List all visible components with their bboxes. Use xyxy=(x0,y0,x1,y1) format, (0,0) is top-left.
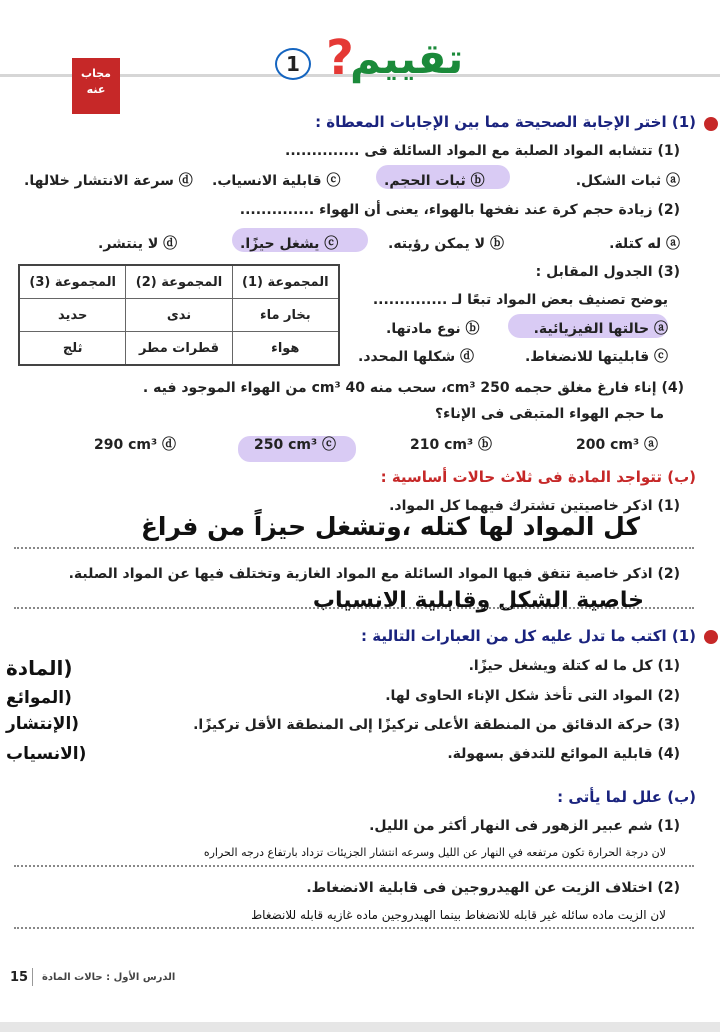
assessment-number: 1 xyxy=(275,48,311,80)
q1-text: (1) تتشابه المواد الصلبة مع المواد السائلة فى .............. xyxy=(285,143,680,159)
q1-opt-a: ⓐ ثبات الشكل. xyxy=(575,173,680,189)
q2-text: (2) زيادة حجم كرة عند نفخها بالهواء، يعنى أن الهواء .............. xyxy=(239,202,680,218)
table-cell: قطرات مطر xyxy=(126,332,232,366)
table-cell: حديد xyxy=(19,299,126,332)
answer-line xyxy=(14,606,694,609)
part2-item-1: (1) كل ما له كتلة ويشغل حيزًا. xyxy=(468,658,680,674)
table-header-cell: المجموعة (2) xyxy=(126,265,232,299)
part2-item-4: (4) قابلية الموائع للتدفق بسهولة. xyxy=(447,746,680,762)
table-row xyxy=(19,299,339,332)
part2-answer-2: (الموائع xyxy=(6,688,72,708)
part1b-heading: (ب) تتواجد المادة فى ثلاث حالات أساسية : xyxy=(380,468,696,486)
part2-heading: (1) اكتب ما تدل عليه كل من العبارات التالية : xyxy=(361,627,696,645)
q4-opt-b: 210 cm³ ⓑ xyxy=(410,437,492,453)
table-header-row xyxy=(19,265,339,299)
table-row xyxy=(19,332,339,366)
table-cell: ثلج xyxy=(19,332,126,366)
footer-divider xyxy=(32,968,33,986)
table-cell: هواء xyxy=(232,332,339,366)
answer-line xyxy=(14,926,694,929)
section-bullet-icon xyxy=(704,117,718,131)
q1-opt-b: ⓑ ثبات الحجم. xyxy=(384,173,485,189)
part1-heading: (1) اختر الإجابة الصحيحة مما بين الإجابات المعطاة : xyxy=(315,113,696,131)
q1-opt-c: ⓒ قابلية الانسياب. xyxy=(212,173,341,189)
table-cell: بخار ماء xyxy=(232,299,339,332)
q3-desc: يوضح تصنيف بعض المواد تبعًا لـ .............. xyxy=(372,292,668,308)
q3-opt-c: ⓒ قابليتها للانضغاط. xyxy=(524,349,668,365)
part2-answer-4: (الانسياب xyxy=(6,744,87,764)
classification-table xyxy=(18,264,340,366)
q3-opt-a: ⓐ حالتها الفيزيائية. xyxy=(533,321,668,337)
table-header-cell: المجموعة (3) xyxy=(19,265,126,299)
answer-line xyxy=(14,546,694,549)
part1b-q1: (1) اذكر خاصيتين تشترك فيهما كل المواد. xyxy=(389,498,680,514)
answered-badge: مجاب عنه xyxy=(72,58,120,114)
q3-text: (3) الجدول المقابل : xyxy=(535,264,680,280)
part2-answer-3: (الإنتشار xyxy=(6,714,80,734)
section-bullet-icon xyxy=(704,630,718,644)
q4-text: (4) إناء فارغ مغلق حجمه 250 cm³، سحب منه 40 cm³ من الهواء الموجود فيه . xyxy=(142,380,684,396)
q2-opt-a: ⓐ له كتلة. xyxy=(609,236,680,252)
q4-opt-d: 290 cm³ ⓓ xyxy=(94,437,176,453)
part2b-answer1: لان درجة الحرارة تكون مرتفعه في النهار عن الليل وسرعه انتشار الجزيئات تزداد بارتفاع درجه الحراره xyxy=(203,846,666,859)
table-header-cell: المجموعة (1) xyxy=(232,265,339,299)
part2b-q1: (1) شم عبير الزهور فى النهار أكثر من الليل. xyxy=(369,818,680,834)
part2-answer-1: (المادة xyxy=(6,656,73,680)
q3-opt-d: ⓓ شكلها المحدد. xyxy=(358,349,474,365)
answer-line xyxy=(14,864,694,867)
lesson-title: الدرس الأول : حالات المادة xyxy=(42,972,176,983)
part1b-answer2: خاصية الشكل وقابلية الانسياب xyxy=(312,588,644,613)
q3-opt-b: ⓑ نوع مادتها. xyxy=(386,321,480,337)
q4-opt-c: 250 cm³ ⓒ xyxy=(254,437,336,453)
q1-opt-d: ⓓ سرعة الانتشار خلالها. xyxy=(24,173,193,189)
table-cell: ندى xyxy=(126,299,232,332)
page-title: تقييم xyxy=(350,34,464,83)
question-mark-icon: ? xyxy=(326,30,354,86)
q2-opt-b: ⓑ لا يمكن رؤيته. xyxy=(388,236,504,252)
part1b-q2: (2) اذكر خاصية تتفق فيها المواد السائلة مع المواد الغازية وتختلف فيها عن المواد الصلبة. xyxy=(68,566,680,582)
part2b-q2: (2) اختلاف الزيت عن الهيدروجين فى قابلية الانضغاط. xyxy=(306,880,680,896)
q4-sub: ما حجم الهواء المتبقى فى الإناء؟ xyxy=(435,406,664,422)
part2-item-2: (2) المواد التى تأخذ شكل الإناء الحاوى لها. xyxy=(385,688,680,704)
q2-opt-c: ⓒ يشغل حيزًا. xyxy=(240,236,339,252)
footer-bar xyxy=(0,1022,720,1032)
part2b-answer2: لان الزيت ماده سائله غير قابله للانضغاط بينما الهيدروجين ماده غازيه قابله للانضغاط xyxy=(251,908,666,922)
part1b-answer1: كل المواد لها كتله ،وتشغل حيزاً من فراغ xyxy=(140,512,640,541)
part2-item-3: (3) حركة الدقائق من المنطقة الأعلى تركيزًا إلى المنطقة الأقل تركيزًا. xyxy=(193,717,680,733)
q2-opt-d: ⓓ لا ينتشر. xyxy=(98,236,178,252)
page-number: 15 xyxy=(10,970,29,985)
q4-opt-a: 200 cm³ ⓐ xyxy=(576,437,658,453)
part2b-heading: (ب) علل لما يأتى : xyxy=(557,788,696,806)
